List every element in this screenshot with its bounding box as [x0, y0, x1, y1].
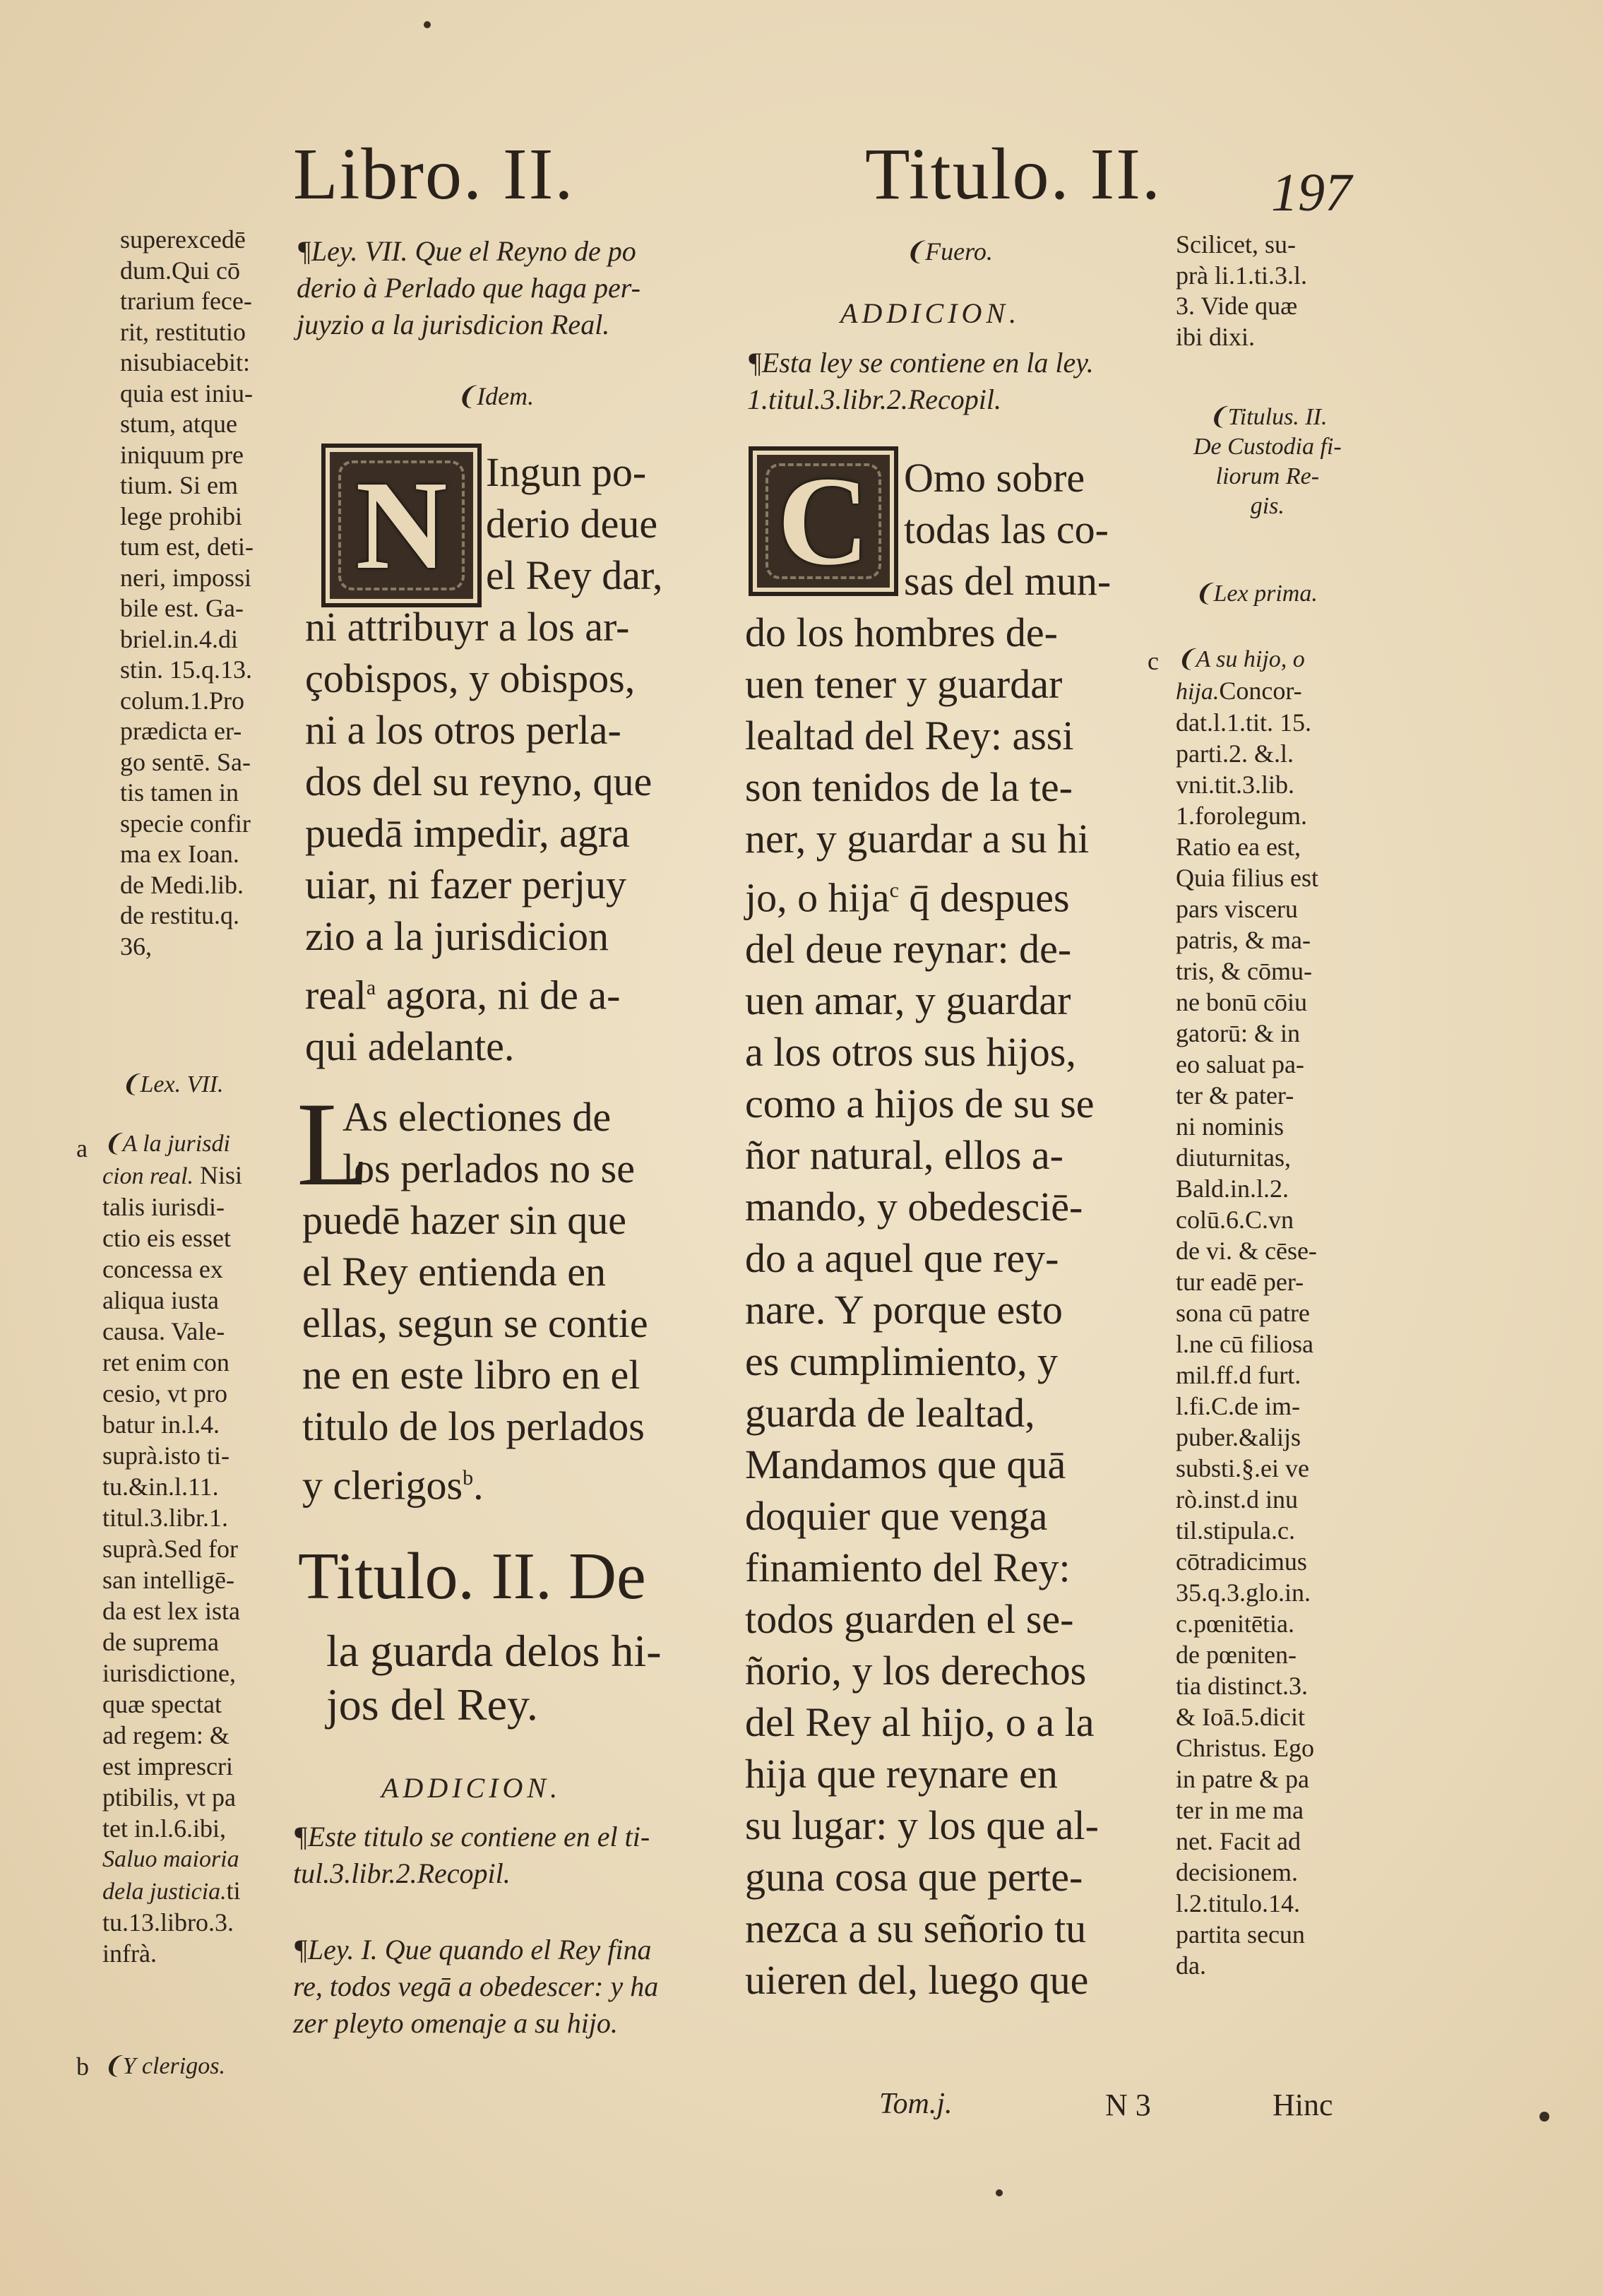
gloss-line: ni nominis	[1176, 1112, 1285, 1141]
body-line: todas las co-	[904, 506, 1109, 552]
addicion-text-left	[293, 1819, 650, 1892]
gloss-line: ad regem: &	[102, 1721, 230, 1749]
gloss-line: pars visceru	[1176, 895, 1298, 923]
fuero-label: ❨Fuero.	[904, 237, 993, 266]
gloss-line: cesio, vt pro	[102, 1379, 227, 1408]
body-line: guna cosa que perte-	[745, 1854, 1083, 1901]
idem-label: ❨Idem.	[455, 382, 535, 410]
gloss-line: rò.inst.d inu	[1176, 1485, 1299, 1513]
gloss-line: tum est, deti-	[120, 533, 254, 561]
gloss-line: san intelligē-	[102, 1566, 234, 1594]
gloss-line: Scilicet, su-	[1176, 230, 1296, 258]
rubric-line: ¶Ley. VII. Que el Reyno de po	[297, 235, 636, 267]
body-line: do a aquel que rey-	[745, 1235, 1059, 1282]
body-line: como a hijos de su se	[745, 1081, 1095, 1127]
body-line: hija que reynare en	[745, 1751, 1058, 1797]
gloss-line: l.2.titulo.14.	[1176, 1889, 1301, 1917]
gloss-line: aliqua iusta	[102, 1286, 219, 1314]
gloss-line: til.stipula.c.	[1176, 1516, 1295, 1545]
gloss-line: & Ioā.5.dicit	[1176, 1703, 1305, 1731]
gloss-line: parti.2. &.l.	[1176, 739, 1294, 768]
gloss-line: gatorū: & in	[1176, 1019, 1300, 1047]
right-gloss-top	[1176, 230, 1307, 352]
gloss-line: ctio eis esset	[102, 1224, 231, 1252]
body-line: ellas, segun se contie	[302, 1300, 648, 1346]
titulo-subheading	[326, 1624, 662, 1732]
gloss-line: quia est iniu-	[120, 379, 253, 408]
gloss-line: sona cū patre	[1176, 1299, 1310, 1327]
body-line: ni attribuyr a los ar-	[305, 604, 630, 650]
body-line: todos guarden el se-	[745, 1596, 1074, 1643]
gloss-line: de pœniten-	[1176, 1641, 1297, 1669]
gloss-line: stum, atque	[120, 410, 237, 438]
main-text-indented	[904, 452, 1111, 607]
gloss-text	[120, 225, 282, 962]
gloss-line: stin. 15.q.13.	[120, 655, 253, 684]
gloss-line: ma ex Ioan.	[120, 840, 239, 868]
body-line: ñorio, y los derechos	[745, 1648, 1087, 1694]
body-line: puedā impedir, agra	[305, 810, 630, 856]
gloss-line: decisionem.	[1176, 1858, 1298, 1886]
addicion-text-right	[747, 345, 1094, 418]
note-ref-a: a	[366, 976, 376, 999]
body-line: mando, y obedesciē-	[745, 1184, 1083, 1230]
gloss-line: superexcedē	[120, 225, 246, 254]
gloss-line: l.ne cū filiosa	[1176, 1330, 1313, 1358]
gloss-line: titul.3.libr.1.	[102, 1504, 229, 1532]
gloss-line: trarium fece-	[120, 287, 252, 315]
body-line: titulo de los perlados	[302, 1403, 645, 1449]
gloss-line: net. Facit ad	[1176, 1827, 1301, 1855]
body-line: y clerigos$^b$.	[302, 1462, 484, 1509]
signature-mark: N 3	[1105, 2088, 1151, 2122]
gloss-line: colū.6.C.vn	[1176, 1206, 1294, 1234]
gloss-line: Ratio ea est,	[1176, 833, 1301, 861]
body-line: As electiones de	[342, 1094, 612, 1140]
gloss-line: prædicta er-	[120, 717, 242, 745]
body-line: su lugar: y los que al-	[745, 1802, 1099, 1849]
gloss-line: nisubiacebit:	[120, 348, 250, 376]
addicion-heading-left: ADDICION.	[381, 1772, 562, 1804]
ink-speck	[424, 21, 431, 28]
gloss-line: briel.in.4.di	[120, 624, 238, 653]
running-head-book: Libro. II.	[293, 133, 575, 215]
margin-note-marker-c: c	[1148, 647, 1159, 675]
body-line: nare. Y porque esto	[745, 1287, 1063, 1333]
body-line: uen tener y guardar	[745, 661, 1063, 707]
body-line: çobispos, y obispos,	[305, 655, 636, 701]
gloss-line: ibi dixi.	[1176, 322, 1256, 351]
gloss-line: tia distinct.3.	[1176, 1672, 1308, 1700]
gloss-line: puber.&alijs	[1176, 1423, 1301, 1451]
gloss-line: talis iurisdi-	[102, 1193, 225, 1221]
gloss-line: ter & pater-	[1176, 1081, 1294, 1110]
ink-speck	[996, 2189, 1003, 2196]
gloss-note-a: ❨A la jurisdi cion real. Nisi talis iurisdi- ctio eis esset concessa ex aliqua iusta causa. Vale- ret enim con cesio, vt pro batur in.l.4. suprà.isto ti- tu.&in.l.11. titul.3.libr.1. suprà.Sed for san intelligē- da est lex ista de suprema iurisdictione, quæ spectat ad regem: & est imprescri ptibilis, vt pa tet in.l.6.ibi, Saluo maioria dela justicia.ti tu.13.libro.3. infrà.	[102, 1129, 279, 1969]
body-line: es cumplimiento, y	[745, 1338, 1058, 1385]
gloss-line: ptibilis, vt pa	[102, 1783, 236, 1812]
gloss-line: infrà.	[102, 1939, 157, 1968]
note-ref-c: c	[889, 879, 899, 902]
main-text	[745, 607, 1099, 2006]
paragraph-2-initial: L	[297, 1078, 370, 1211]
right-gloss-note-c: ❨A su hijo, o hija.Concor- dat.l.1.tit. 15. parti.2. &.l. vni.tit.3.lib. 1.forolegum. Ratio ea est, Quia filius est pars visceru patris, & ma- tris, & cōmu- ne bonū cōiu gatorū: & in eo saluat pa- ter & pater- ni nominis diuturnitas, Bald.in.l.2. colū.6.C.vn de vi. & cēse- tur eadē per- sona cū patre l.ne cū filiosa mil.ff.d furt. l.fi.C.de im- puber.&alijs substi.§.ei ve rò.inst.d inu til.stipula.c. cōtradicimus 35.q.3.glo.in. c.pœnitētia. de pœniten- tia distinct.3. & Ioā.5.dicit Christus. Ego in patre & pa ter in me ma net. Facit ad decisionem. l.2.titulo.14. partita secun da.	[1176, 644, 1359, 1981]
gloss-line: Christus. Ego	[1176, 1734, 1315, 1762]
addicion-line: ¶Esta ley se contiene en la ley.	[747, 347, 1094, 379]
gloss-line: de Medi.lib.	[120, 870, 244, 899]
addicion-line: ¶Este titulo se contiene en el ti-	[293, 1821, 650, 1852]
body-line: ñor natural, ellos a-	[745, 1132, 1063, 1179]
paragraph-1	[305, 601, 652, 1072]
gloss-line: prà li.1.ti.3.l.	[1176, 261, 1307, 290]
gloss-line: c.pœnitētia.	[1176, 1610, 1294, 1638]
gloss-line: vni.tit.3.lib.	[1176, 771, 1295, 799]
body-line: el Rey dar,	[486, 552, 663, 598]
paragraph-1-indented	[486, 446, 663, 601]
gloss-line: diuturnitas,	[1176, 1143, 1291, 1172]
body-line: puedē hazer sin que	[302, 1197, 626, 1243]
body-line: doquier que venga	[745, 1493, 1048, 1540]
body-line: derio deue	[486, 501, 658, 547]
gloss-line: dum.Qui cō	[120, 256, 240, 285]
running-head-title: Titulo. II.	[865, 133, 1162, 215]
gloss-line: da.	[1176, 1951, 1206, 1980]
gloss-line: da est lex ista	[102, 1597, 240, 1625]
body-line: el Rey entienda en	[302, 1249, 606, 1295]
folio-number: 197	[1271, 163, 1352, 222]
body-line: uieren del, luego que	[745, 1957, 1089, 2004]
note-ref-b: b	[463, 1466, 474, 1489]
gloss-line: l.fi.C.de im-	[1176, 1392, 1300, 1420]
gloss-line: iniquum pre	[120, 440, 244, 469]
gloss-line: rit, restitutio	[120, 317, 246, 346]
gloss-line: tris, & cōmu-	[1176, 957, 1312, 985]
paragraph-2-indented	[342, 1091, 635, 1194]
gloss-line: patris, & ma-	[1176, 926, 1311, 954]
gloss-line: tis tamen in	[120, 778, 239, 807]
catchword: Hinc	[1273, 2088, 1333, 2122]
gloss-line: eo saluat pa-	[1176, 1050, 1304, 1078]
body-line: dos del su reyno, que	[305, 759, 652, 804]
gloss-line: tet in.l.6.ibi,	[102, 1814, 226, 1843]
gloss-line: liorum Re-	[1215, 463, 1320, 489]
body-line: finamiento del Rey:	[745, 1545, 1071, 1591]
rubric-line: derio à Perlado que haga per-	[297, 272, 640, 304]
body-line: del Rey al hijo, o a la	[745, 1699, 1095, 1746]
gloss-line: tur eadē per-	[1176, 1268, 1304, 1296]
gloss-line: go sentē. Sa-	[120, 747, 251, 776]
gloss-line: de vi. & cēse-	[1176, 1237, 1317, 1265]
body-line: ne en este libro en el	[302, 1352, 640, 1398]
gloss-line: tium. Si em	[120, 471, 239, 499]
gloss-note-a-text	[102, 1191, 279, 1844]
paragraph-2	[302, 1194, 648, 1511]
titulo-subline: jos del Rey.	[326, 1679, 538, 1730]
body-line: uiar, ni fazer perjuy	[305, 862, 626, 908]
gloss-note-b: ❨Y clerigos.	[102, 2053, 225, 2079]
gloss-line: est imprescri	[102, 1752, 233, 1780]
gloss-line: batur in.l.4.	[102, 1410, 220, 1439]
gloss-line: suprà.isto ti-	[102, 1441, 230, 1470]
rubric-line: juyzio a la jurisdicion Real.	[297, 309, 610, 340]
titulo-heading: Titulo. II. De	[298, 1540, 646, 1613]
body-line: jo, o hija$^c$ q̄ despues	[745, 874, 1070, 921]
gloss-line: Quia filius est	[1176, 864, 1318, 892]
gloss-line: mil.ff.d furt.	[1176, 1361, 1301, 1389]
gloss-line: ❨Titulus. II.	[1208, 404, 1328, 430]
ley-i-heading	[293, 1932, 658, 2042]
body-line: sas del mun-	[904, 558, 1112, 604]
gloss-line: gis.	[1250, 493, 1285, 519]
gloss-line: ter in me ma	[1176, 1796, 1304, 1824]
gloss-line: quæ spectat	[102, 1690, 222, 1718]
body-line: lealtad del Rey: assi	[745, 713, 1074, 759]
ley-vii-heading	[297, 233, 640, 343]
gloss-line: De Custodia fi-	[1193, 434, 1342, 460]
gloss-line: neri, impossi	[120, 563, 251, 592]
gloss-line: de suprema	[102, 1628, 219, 1656]
gloss-line: de restitu.q.	[120, 901, 239, 929]
gloss-lex-label: ❨Lex. VII.	[120, 1071, 224, 1098]
addicion-line: 1.titul.3.libr.2.Recopil.	[747, 383, 1001, 415]
body-line: guarda de lealtad,	[745, 1390, 1035, 1437]
body-line: Ingun po-	[486, 449, 647, 495]
titulo-subline: la guarda delos hi-	[326, 1626, 662, 1676]
gloss-line: 35.q.3.glo.in.	[1176, 1578, 1311, 1607]
note-marker-b: b	[76, 2052, 89, 2081]
gloss-line: concessa ex	[102, 1255, 223, 1283]
gloss-line: in patre & pa	[1176, 1765, 1309, 1793]
lex-prima-label: ❨Lex prima.	[1193, 581, 1318, 607]
gloss-line: lege prohibi	[120, 501, 242, 530]
addicion-heading-right: ADDICION.	[840, 297, 1021, 329]
gloss-line: 36,	[120, 932, 152, 960]
gloss-line: colum.1.Pro	[120, 686, 244, 715]
gloss-line: bile est. Ga-	[120, 594, 244, 622]
gloss-line: ret enim con	[102, 1348, 230, 1376]
right-gloss-titulus	[1193, 403, 1342, 521]
body-line: do los hombres de-	[745, 609, 1058, 655]
rubric-line: zer pleyto omenaje a su hijo.	[293, 2007, 618, 2039]
rubric-line: ¶Ley. I. Que quando el Rey fina	[293, 1934, 652, 1965]
gloss-line: 3. Vide quæ	[1176, 292, 1298, 320]
signature-tom: Tom.j.	[879, 2088, 953, 2120]
gloss-line: specie confir	[120, 809, 251, 838]
gloss-line: ne bonū cōiu	[1176, 988, 1307, 1016]
ink-speck	[1539, 2112, 1549, 2122]
decorated-initial-n: N	[321, 444, 482, 607]
body-line: Mandamos que quā	[745, 1441, 1066, 1488]
gloss-line: cōtradicimus	[1176, 1547, 1307, 1576]
body-line: los perlados no se	[342, 1146, 635, 1191]
body-line: son tenidos de la te-	[745, 764, 1073, 810]
body-line: ni a los otros perla-	[305, 707, 621, 753]
rubric-line: re, todos vegā a obedescer: y ha	[293, 1970, 659, 2002]
body-line: del deue reynar: de-	[745, 926, 1072, 972]
addicion-line: tul.3.libr.2.Recopil.	[293, 1857, 511, 1889]
gloss-line: suprà.Sed for	[102, 1535, 238, 1563]
gloss-line: tu.13.libro.3.	[102, 1908, 234, 1937]
gloss-line: causa. Vale-	[102, 1317, 225, 1345]
body-line: qui adelante.	[305, 1023, 515, 1070]
note-marker-a: a	[76, 1134, 88, 1162]
gloss-line: partita secun	[1176, 1920, 1305, 1949]
decorated-initial-c: C	[749, 446, 898, 596]
body-line: a los otros sus hijos,	[745, 1029, 1076, 1076]
gloss-line: substi.§.ei ve	[1176, 1454, 1309, 1482]
body-line: zio a la jurisdicion	[305, 913, 609, 959]
body-line: real$^a$ agora, ni de a-	[305, 972, 621, 1018]
gloss-line: tu.&in.l.11.	[102, 1473, 219, 1501]
body-line: uen amar, y guardar	[745, 977, 1071, 1024]
gloss-line: Bald.in.l.2.	[1176, 1174, 1289, 1203]
body-line: Omo sobre	[904, 455, 1085, 501]
gloss-line: iurisdictione,	[102, 1659, 236, 1687]
left-gloss-column	[120, 225, 282, 962]
gloss-line: dat.l.1.tit. 15.	[1176, 708, 1311, 737]
gloss-line: 1.forolegum.	[1176, 802, 1307, 830]
body-line: ner, y guardar a su hi	[745, 816, 1090, 862]
body-line: nezca a su señorio tu	[745, 1905, 1087, 1952]
